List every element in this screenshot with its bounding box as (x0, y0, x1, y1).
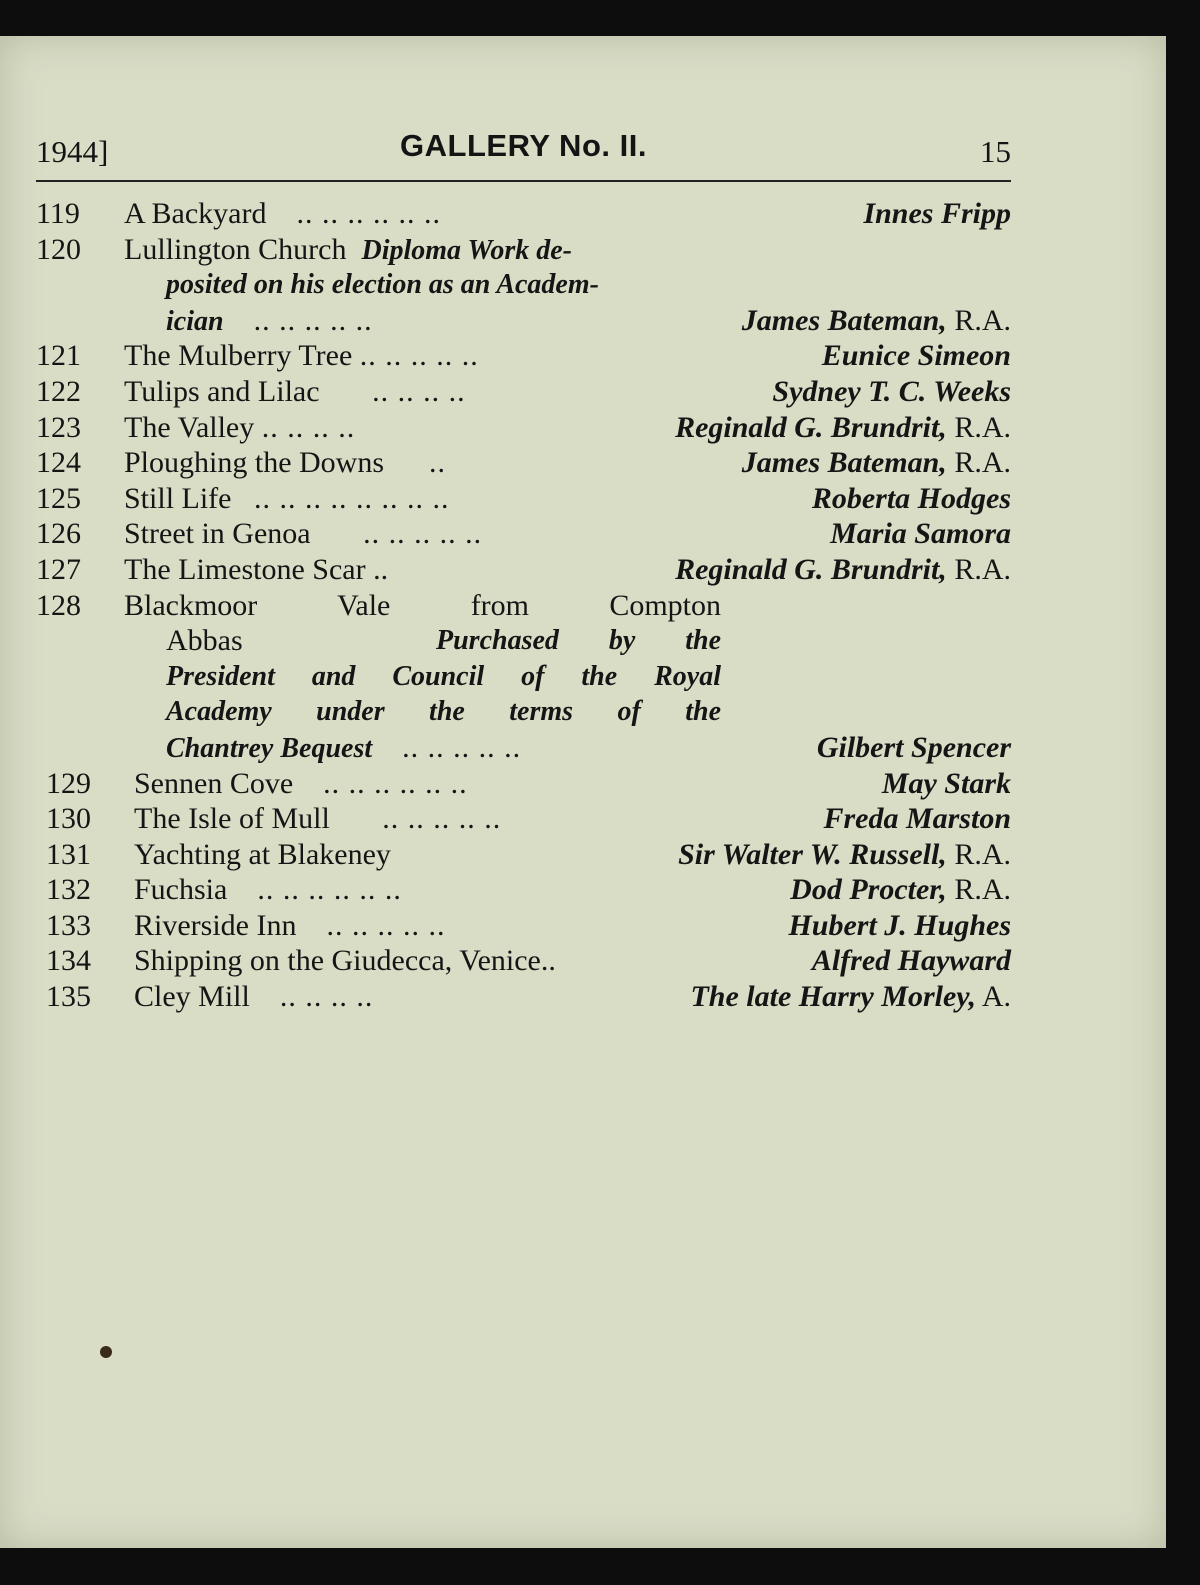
entry-artist: Reginald G. Brundrit, R.A. (675, 552, 1011, 586)
leader-dots: .. .. .. .. (261, 410, 356, 444)
entry-122 (36, 374, 1011, 410)
entry-artist: May Stark (881, 766, 1011, 800)
entry-artist: Dod Procter, R.A. (790, 873, 1011, 907)
entry-120-cont (36, 267, 1011, 303)
entry-number: 125 (36, 481, 81, 515)
entry-artist: James Bateman, R.A. (741, 303, 1011, 337)
entry-artist: Roberta Hodges (811, 481, 1011, 515)
entry-number: 128 (36, 588, 81, 622)
entry-131 (36, 837, 1011, 873)
entry-number: 133 (46, 908, 91, 942)
entry-title: Ploughing the Downs .. (124, 446, 447, 480)
entry-title: Sennen Cove .. .. .. .. .. .. (134, 766, 468, 800)
entry-128-cont (36, 694, 1011, 730)
header-rule (36, 180, 1011, 182)
entry-119 (36, 196, 1011, 232)
entry-120 (36, 232, 1011, 268)
entry-title: Yachting at Blakeney (134, 837, 391, 871)
entry-number: 124 (36, 446, 81, 480)
entry-number: 123 (36, 410, 81, 444)
entry-title: Riverside Inn .. .. .. .. .. (134, 908, 446, 942)
entry-artist: The late Harry Morley, A. (690, 980, 1011, 1014)
entry-artist: Freda Marston (823, 802, 1011, 836)
entry-title: Still Life .. .. .. .. .. .. .. .. (124, 481, 450, 515)
page-number: 15 (980, 134, 1011, 169)
leader-dots: .. .. .. .. (279, 980, 374, 1014)
entry-title: The Limestone Scar .. (124, 552, 389, 586)
entry-number: 134 (46, 944, 91, 978)
entry-title: The Isle of Mull .. .. .. .. .. (134, 802, 502, 836)
entry-title: The Valley .. .. .. .. (124, 410, 356, 444)
entry-128-cont (36, 659, 1011, 695)
entry-note: Purchased by the (436, 625, 721, 657)
entry-title: Tulips and Lilac .. .. .. .. (124, 374, 466, 408)
entry-artist: Alfred Hayward (811, 944, 1011, 978)
header-title: GALLERY No. II. (400, 128, 647, 163)
entry-title: A Backyard .. .. .. .. .. .. (124, 197, 441, 230)
entry-artist: James Bateman, R.A. (741, 446, 1011, 480)
header-year: 1944] (36, 134, 109, 169)
entry-title: Cley Mill .. .. .. .. (134, 980, 374, 1014)
entry-note: President and Council of the Royal (166, 660, 721, 692)
entry-list (36, 196, 1011, 1015)
entry-title: The Mulberry Tree .. .. .. .. .. (124, 339, 479, 373)
entry-note: Diploma Work de- (361, 234, 573, 266)
entry-note: ician .. .. .. .. .. (166, 303, 373, 337)
entry-artist: Hubert J. Hughes (788, 908, 1011, 942)
entry-128 (36, 588, 1011, 624)
entry-134 (36, 943, 1011, 979)
leader-dots: .. (429, 446, 447, 480)
entry-121 (36, 338, 1011, 374)
entry-artist: Sir Walter W. Russell, R.A. (678, 837, 1011, 871)
entry-title: Street in Genoa .. .. .. .. .. (124, 517, 483, 551)
entry-128-cont (36, 730, 1011, 766)
entry-135 (36, 979, 1011, 1015)
leader-dots: .. .. .. .. (372, 374, 466, 408)
leader-dots: .. .. .. .. .. (402, 730, 522, 764)
entry-123 (36, 410, 1011, 446)
entry-artist: Innes Fripp (863, 197, 1011, 230)
leader-dots: .. .. .. .. .. .. .. .. (254, 481, 450, 515)
entry-127 (36, 552, 1011, 588)
entry-title: Abbas (166, 624, 243, 658)
entry-number: 132 (46, 873, 91, 907)
entry-number: 121 (36, 339, 81, 373)
leader-dots: .. .. .. .. .. .. (323, 766, 468, 800)
leader-dots: .. .. .. .. .. (359, 339, 479, 373)
entry-artist: Gilbert Spencer (816, 730, 1011, 764)
entry-130 (36, 801, 1011, 837)
entry-133 (36, 908, 1011, 944)
entry-title: Fuchsia .. .. .. .. .. .. (134, 873, 402, 907)
entry-artist: Sydney T. C. Weeks (772, 374, 1011, 408)
entry-number: 120 (36, 232, 81, 266)
entry-number: 131 (46, 837, 91, 871)
page-header (36, 128, 1011, 178)
entry-note: Chantrey Bequest .. .. .. .. .. (166, 730, 522, 764)
leader-dots: .. .. .. .. .. (326, 908, 446, 942)
entry-artist: Eunice Simeon (821, 339, 1011, 373)
entry-120-cont (36, 303, 1011, 339)
entry-note: Academy under the terms of the (166, 696, 721, 728)
entry-title: Lullington Church Diploma Work de- (124, 232, 573, 266)
entry-note: posited on his election as an Academ- (166, 269, 599, 301)
leader-dots: .. .. .. .. .. (253, 303, 373, 337)
entry-number: 129 (46, 766, 91, 800)
entry-number: 127 (36, 552, 81, 586)
entry-number: 130 (46, 802, 91, 836)
entry-title: Blackmoor Vale from Compton (124, 588, 721, 622)
entry-number: 122 (36, 374, 81, 408)
entry-128-cont (36, 623, 1011, 659)
entry-artist: Maria Samora (830, 517, 1011, 551)
paper-blemish (100, 1346, 112, 1358)
entry-number: 126 (36, 517, 81, 551)
entry-125 (36, 481, 1011, 517)
catalogue-page (0, 36, 1166, 1548)
leader-dots: .. .. .. .. .. .. (257, 873, 402, 907)
leader-dots: .. .. .. .. .. (382, 802, 502, 836)
entry-number: 135 (46, 980, 91, 1014)
entry-124 (36, 445, 1011, 481)
entry-126 (36, 516, 1011, 552)
entry-132 (36, 872, 1011, 908)
entry-129 (36, 766, 1011, 802)
entry-artist: Reginald G. Brundrit, R.A. (675, 410, 1011, 444)
entry-number: 119 (36, 197, 80, 230)
leader-dots: .. .. .. .. .. .. (296, 197, 441, 230)
leader-dots: .. .. .. .. .. (363, 517, 483, 551)
entry-title: Shipping on the Giudecca, Venice.. (134, 944, 556, 978)
